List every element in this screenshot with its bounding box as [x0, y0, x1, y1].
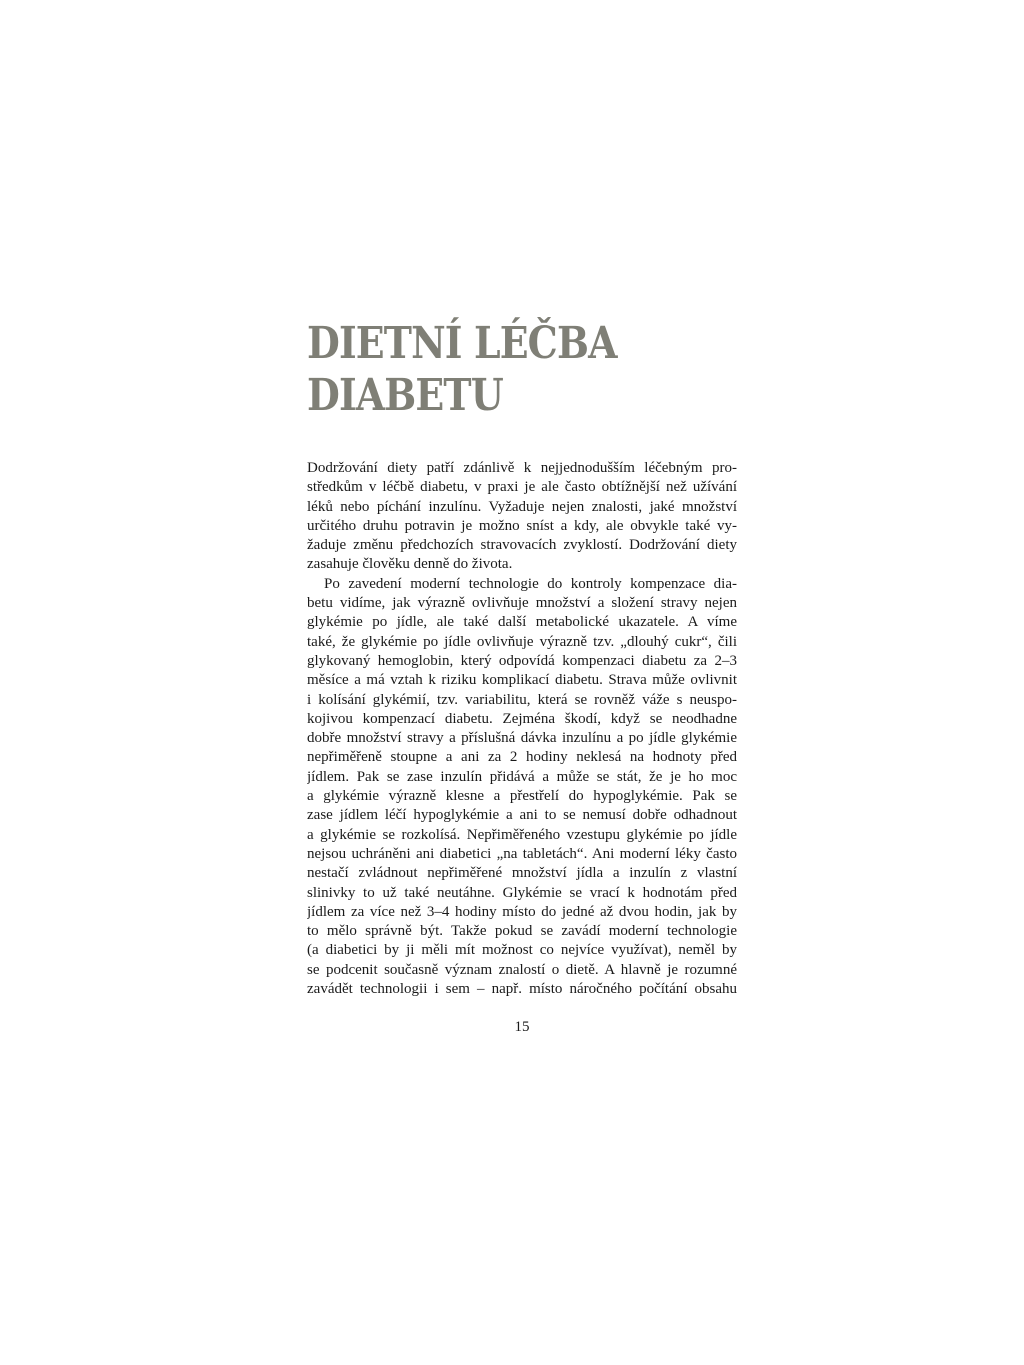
text-line: se podcenit současně význam znalostí o dietě. A hlavně je rozumné [307, 961, 737, 978]
text-line: jídlem. Pak se zase inzulín přidává a může se stát, že je ho moc [307, 768, 737, 785]
text-line: určitého druhu potravin je možno sníst a kdy, ale obvykle také vy- [307, 517, 737, 534]
text-line: také, že glykémie po jídle ovlivňuje výrazně tzv. „dlouhý cukr“, čili [307, 633, 737, 650]
text-line: žaduje změnu předchozích stravovacích zvyklostí. Dodržování diety [307, 537, 737, 554]
text-line: nepřiměřeně stoupne a ani za 2 hodiny neklesá na hodnoty před [307, 749, 737, 766]
text-line: glykovaný hemoglobin, který odpovídá kompenzaci diabetu za 2–3 [307, 652, 737, 669]
text-line: léků nebo píchání inzulínu. Vyžaduje nejen znalosti, jaké množství [307, 498, 737, 515]
text-line: (a diabetici by ji měli mít možnost co nejvíce využívat), neměl by [307, 942, 737, 959]
text-line: i kolísání glykémií, tzv. variabilitu, která se rovněž váže s neuspo- [307, 691, 737, 708]
paragraph-2 [307, 575, 737, 1000]
chapter-title [307, 318, 703, 422]
body-text [307, 459, 737, 999]
text-line: Po zavedení moderní technologie do kontroly kompenzace dia- [324, 575, 737, 592]
text-line: a glykémie výrazně klesne a přestřelí do hypoglykémie. Pak se [307, 788, 737, 805]
text-line: to mělo správně být. Takže pokud se zavádí moderní technologie [307, 923, 737, 940]
text-line: nejsou uchráněni ani diabetici „na tabletách“. Ani moderní léky často [307, 845, 737, 862]
text-line: slinivky to už také neutáhne. Glykémie se vrací k hodnotám před [307, 884, 737, 901]
text-line: jídlem za více než 3–4 hodiny místo do jedné až dvou hodin, jak by [307, 903, 737, 920]
text-line: zase jídlem léčí hypoglykémie a ani to se nemusí dobře odhadnout [307, 807, 737, 824]
text-line: Dodržování diety patří zdánlivě k nejjednodušším léčebným pro- [307, 460, 737, 476]
text-line: středkům v léčbě diabetu, v praxi je ale často obtížnější než užívání [307, 479, 737, 496]
chapter-title-line-2: DIABETU [307, 370, 503, 421]
text-line: a glykémie se rozkolísá. Nepřiměřeného vzestupu glykémie po jídle [307, 826, 737, 843]
text-line: nestačí zvládnout nepřiměřené množství jídla a inzulín z vlastní [307, 865, 737, 882]
text-line: betu vidíme, jak výrazně ovlivňuje množství a složení stravy nejen [307, 595, 737, 612]
text-line: měsíce a má vztah k riziku komplikací diabetu. Strava může ovlivnit [307, 672, 737, 689]
text-line: kojivou kompenzací diabetu. Zejména škodí, když se neodhadne [307, 710, 737, 727]
chapter-title-line-1: DIETNÍ LÉČBA [307, 318, 617, 369]
text-line: glykémie po jídle, ale také další metabolické ukazatele. A víme [307, 614, 737, 631]
text-line: zasahuje člověku denně do života. [307, 556, 513, 573]
paragraph-1 [307, 459, 737, 575]
text-line: zavádět technologii i sem – např. místo náročného počítání obsahu [307, 981, 737, 998]
text-line: dobře množství stravy a příslušná dávka inzulínu a po jídle glykémie [307, 730, 737, 747]
page-number: 15 [514, 1019, 530, 1035]
